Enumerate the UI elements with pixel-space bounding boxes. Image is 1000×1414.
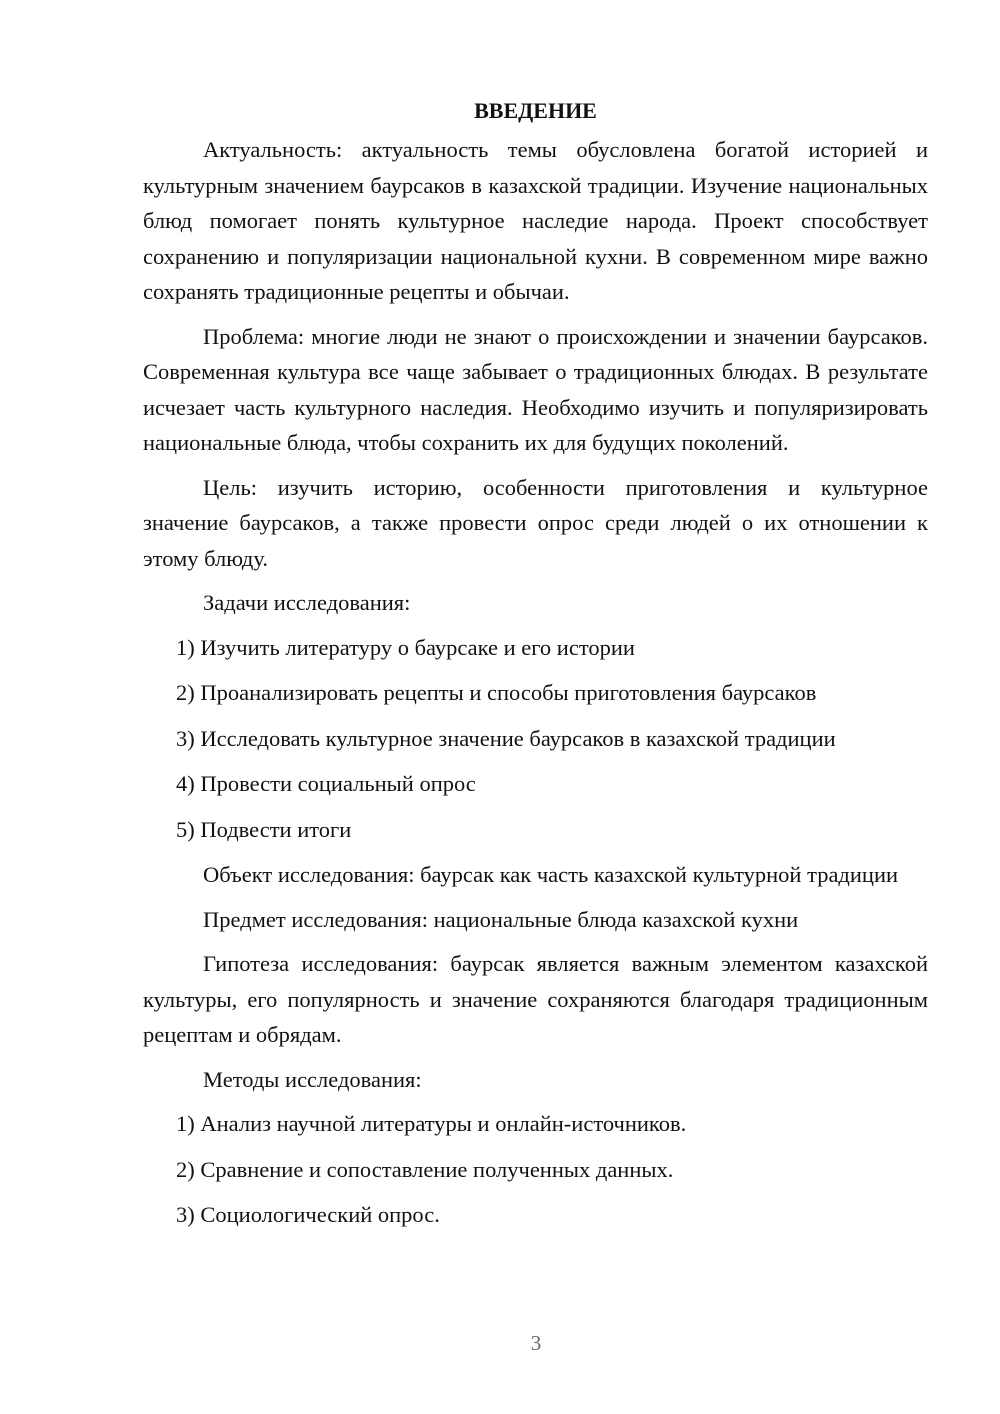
task-item: 4) Провести социальный опрос: [176, 771, 476, 796]
problem-paragraph: Проблема: многие люди не знают о происхождении и значении баурсаков. Современная культура все чаще забывает о традиционных блюдах. В результате исчезает часть культурного наследия. Необходимо изучить и популяризировать национальные блюда, чтобы сохранить их для будущих поколений.: [143, 323, 928, 455]
task-item: 1) Изучить литературу о баурсаке и его истории: [176, 634, 635, 660]
page-content: [143, 93, 928, 1243]
object-paragraph: Объект исследования: баурсак как часть казахской культурной традиции: [203, 862, 899, 887]
methods-heading: Методы исследования:: [203, 1066, 422, 1092]
task-item: 5) Подвести итоги: [176, 816, 352, 842]
task-item: 3) Исследовать культурное значение баурсаков в казахской традиции: [176, 725, 836, 751]
method-item: 3) Социологический опрос.: [176, 1202, 440, 1227]
goal-paragraph: Цель: изучить историю, особенности приготовления и культурное значение баурсаков, а также провести опрос среди людей о их отношении к этому блюду.: [143, 474, 928, 571]
subject-paragraph: Предмет исследования: национальные блюда казахской кухни: [203, 906, 799, 932]
tasks-heading: Задачи исследования:: [203, 590, 411, 615]
task-item: 2) Проанализировать рецепты и способы приготовления баурсаков: [176, 680, 817, 705]
section-title: ВВЕДЕНИЕ: [474, 98, 597, 123]
method-item: 2) Сравнение и сопоставление полученных данных.: [176, 1156, 674, 1182]
method-item: 1) Анализ научной литературы и онлайн-источников.: [176, 1111, 687, 1136]
relevance-paragraph: Актуальность: актуальность темы обусловлена богатой историей и культурным значением баурсаков в казахской традиции. Изучение национальных блюд помогает понять культурное наследие народа. Проект способствует сохранению и популяризации национальной кухни. В современном мире важно сохранять традиционные рецепты и обычаи.: [143, 137, 928, 304]
hypothesis-paragraph: Гипотеза исследования: баурсак является важным элементом казахской культуры, его популярность и значение сохраняются благодаря традиционным рецептам и обрядам.: [143, 951, 928, 1047]
page-number: 3: [530, 1331, 542, 1355]
